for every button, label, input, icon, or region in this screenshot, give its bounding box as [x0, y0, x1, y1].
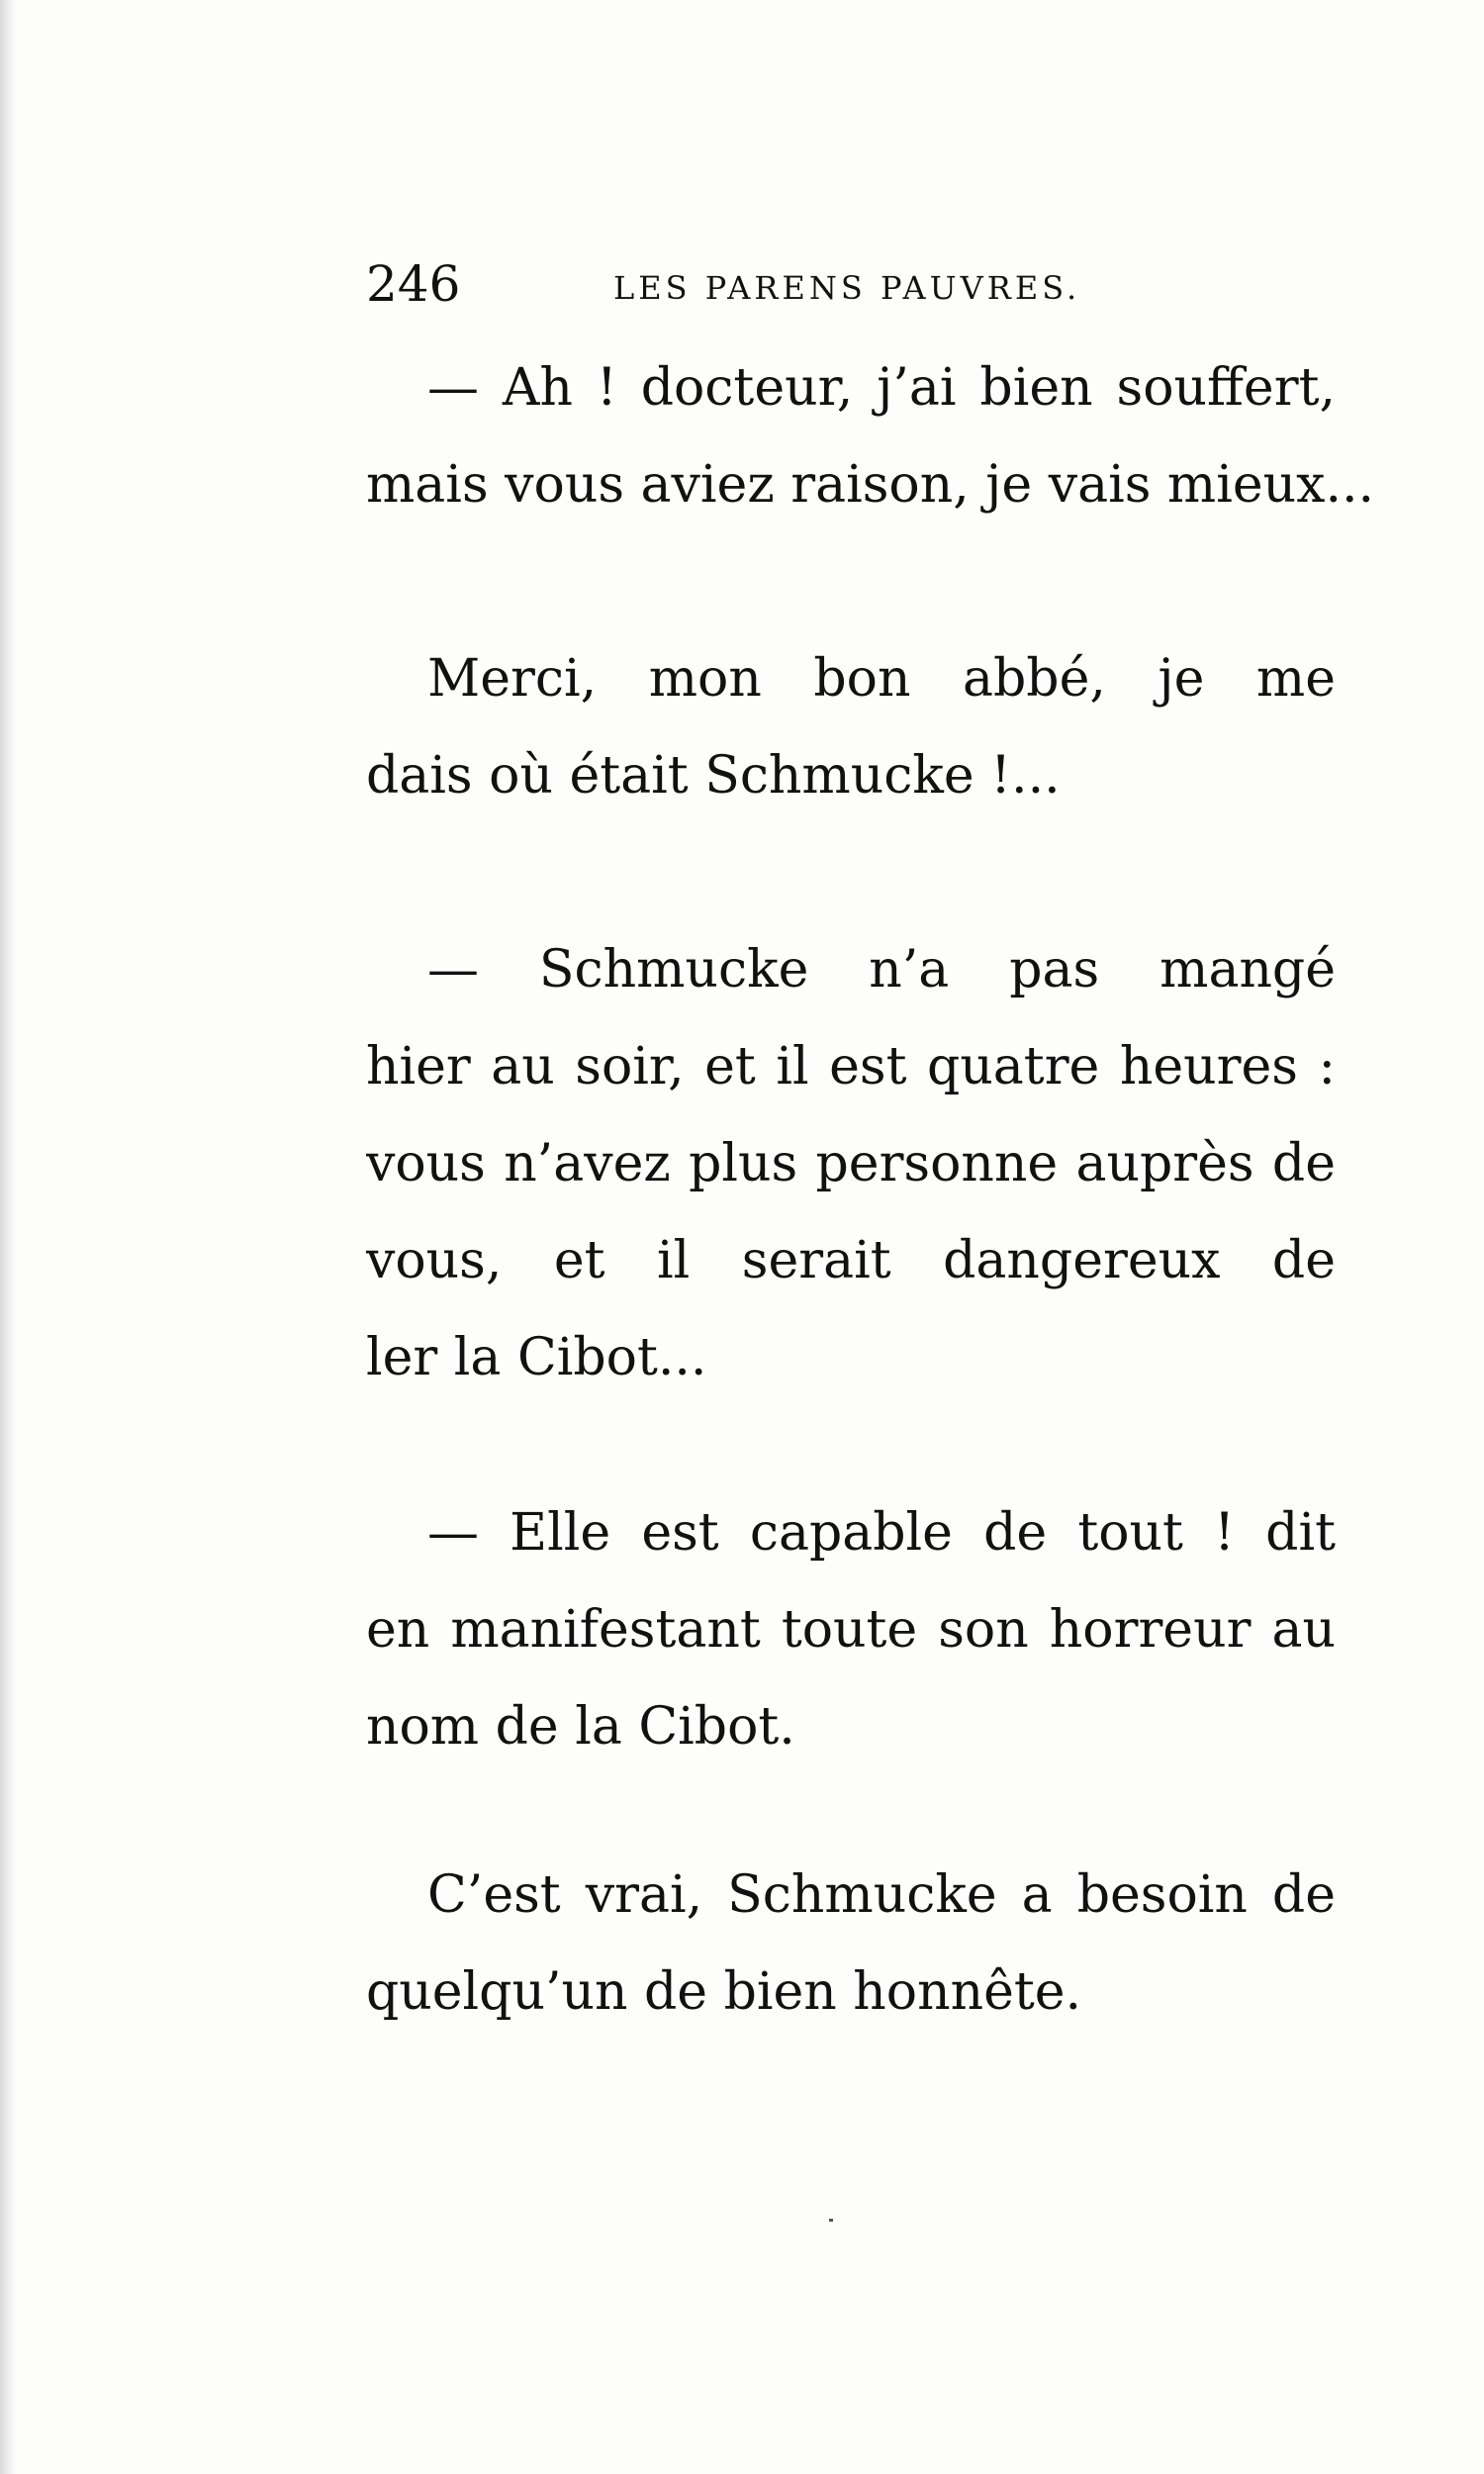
paragraph-1: [366, 339, 1375, 533]
text-line: quelqu’un de bien honnête.: [366, 1962, 1082, 2022]
text-line: — Schmucke n’a pas mangé: [427, 940, 1336, 999]
running-title: LES PARENS PAUVRES.: [613, 269, 1081, 307]
text-line: C’est vrai, Schmucke a besoin de: [427, 1865, 1336, 1925]
paragraph-4: [366, 1484, 1336, 1775]
paragraph-2: [366, 630, 1336, 824]
text-line: mais vous aviez raison, je vais mieux...: [366, 455, 1375, 515]
text-line: dais où était Schmucke !...: [366, 746, 1061, 806]
text-line: — Ah ! docteur, j’ai bien souffert,: [427, 358, 1336, 418]
page-edge-shadow: [0, 0, 16, 2474]
text-line: en manifestant toute son horreur au: [366, 1600, 1336, 1660]
page-number: 246: [366, 255, 461, 313]
ink-speck: [829, 2219, 833, 2222]
text-line: hier au soir, et il est quatre heures :: [366, 1037, 1336, 1096]
text-line: vous n’avez plus personne auprès de: [366, 1134, 1336, 1193]
paragraph-3: [366, 921, 1336, 1406]
text-line: nom de la Cibot.: [366, 1697, 795, 1757]
running-header: [366, 255, 1355, 325]
text-line: ler la Cibot...: [366, 1328, 707, 1387]
text-line: Merci, mon bon abbé, je me: [427, 649, 1336, 709]
text-line: vous, et il serait dangereux de: [366, 1231, 1336, 1290]
paragraph-5: [366, 1847, 1336, 2041]
text-line: — Elle est capable de tout ! dit: [427, 1503, 1336, 1563]
